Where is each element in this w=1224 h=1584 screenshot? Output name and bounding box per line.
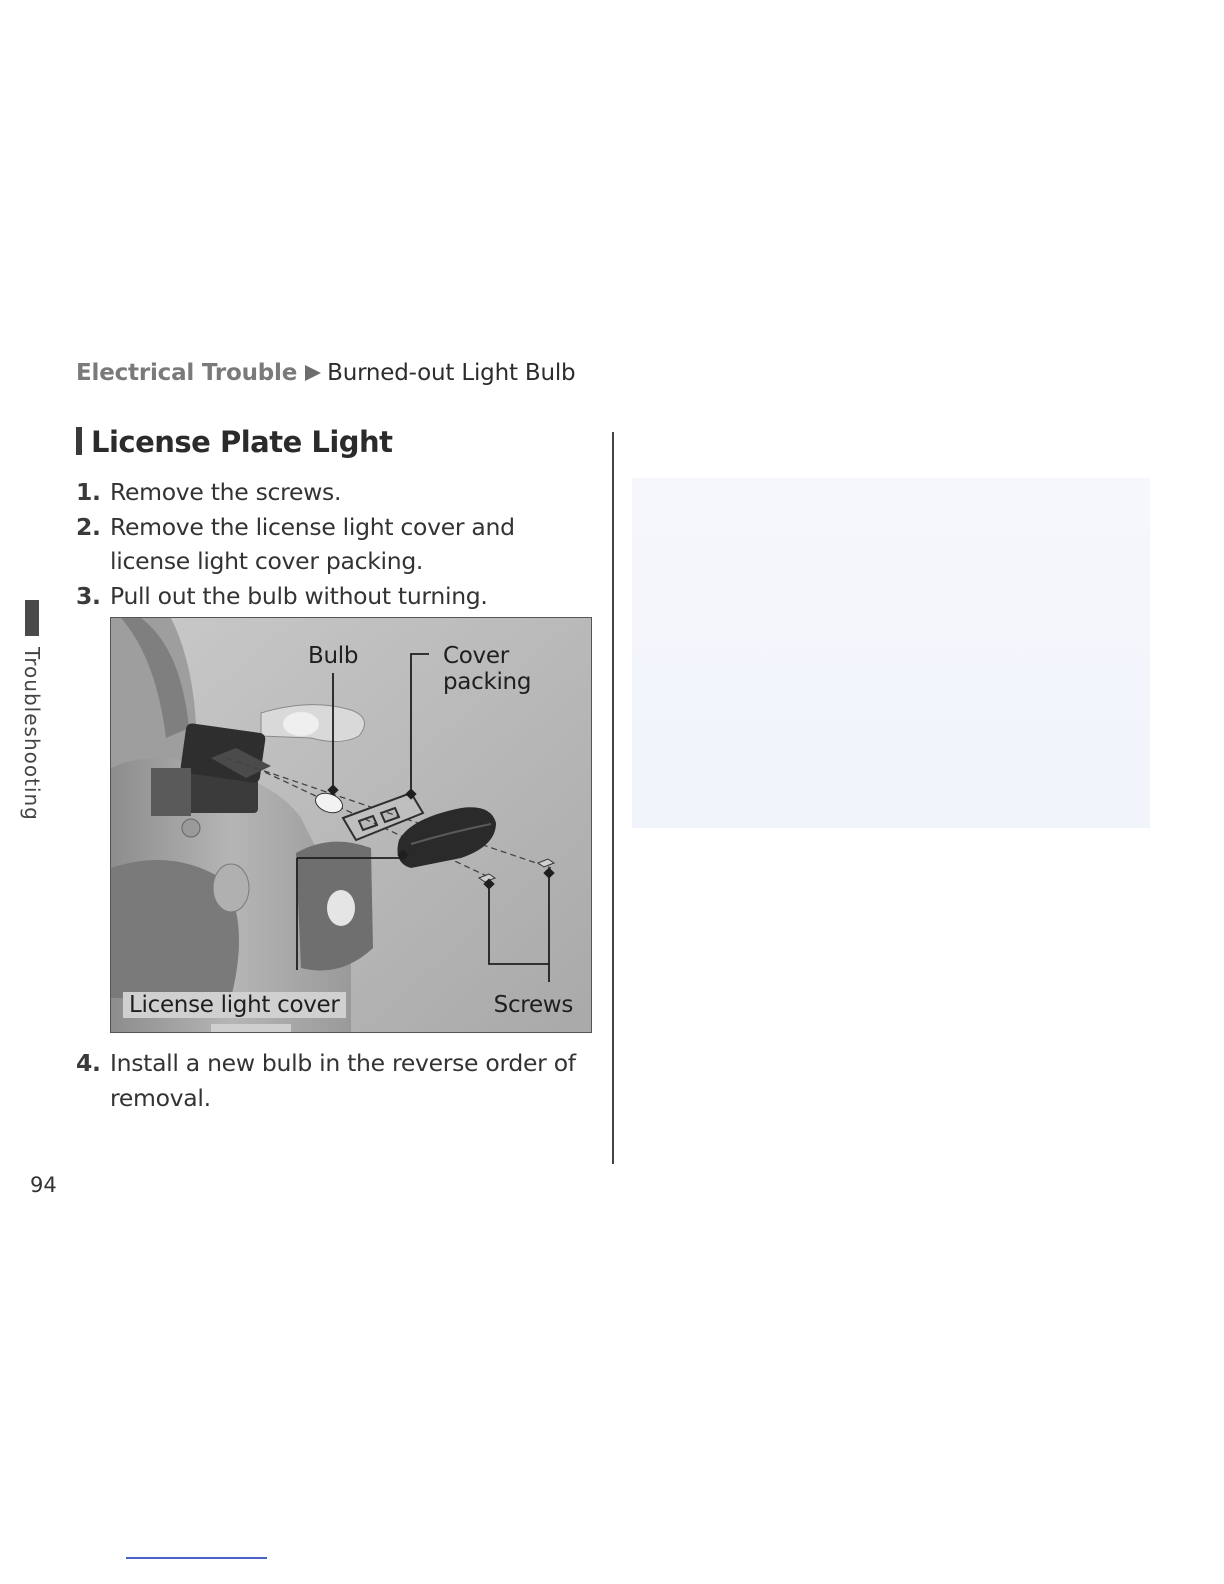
breadcrumb-section: Electrical Trouble — [76, 360, 298, 386]
license-light-cover-label: License light cover — [123, 992, 346, 1018]
step-item — [76, 579, 596, 614]
page-number: 94 — [30, 1173, 57, 1197]
step-text: Remove the screws. — [110, 478, 342, 506]
step-number: 2. — [76, 512, 101, 541]
step-number: 3. — [76, 581, 101, 610]
step-item — [76, 510, 596, 579]
breadcrumb-arrow-icon — [305, 365, 321, 381]
breadcrumb — [76, 360, 575, 386]
chapter-tab-marker — [25, 600, 39, 636]
screws-label: Screws — [493, 992, 573, 1018]
cover-packing-label-line2: packing — [443, 669, 532, 695]
step-number: 4. — [76, 1049, 101, 1077]
column-divider — [612, 432, 614, 1164]
heading-bar-icon — [76, 427, 82, 455]
section-heading-text: License Plate Light — [91, 425, 393, 459]
chapter-tab-label: Troubleshooting — [20, 647, 44, 821]
cover-packing-label-line1: Cover — [443, 643, 509, 669]
step-item — [76, 475, 596, 510]
section-heading — [76, 425, 393, 459]
scan-mark-line — [126, 1557, 267, 1559]
cover-packing-label — [443, 643, 531, 695]
step-number: 1. — [76, 478, 101, 506]
step-text: Install a new bulb in the reverse order of removal. — [110, 1049, 576, 1112]
step-text: Remove the license light cover and license light cover packing. — [110, 512, 515, 575]
license-light-illustration — [110, 617, 592, 1033]
bulb-label: Bulb — [308, 643, 359, 669]
step-item — [76, 1046, 596, 1115]
step-text: Pull out the bulb without turning. — [110, 581, 488, 610]
bleed-through-background — [632, 478, 1150, 828]
breadcrumb-current: Burned-out Light Bulb — [327, 360, 576, 386]
steps-list — [76, 475, 596, 613]
steps-list-continued — [76, 1046, 596, 1115]
